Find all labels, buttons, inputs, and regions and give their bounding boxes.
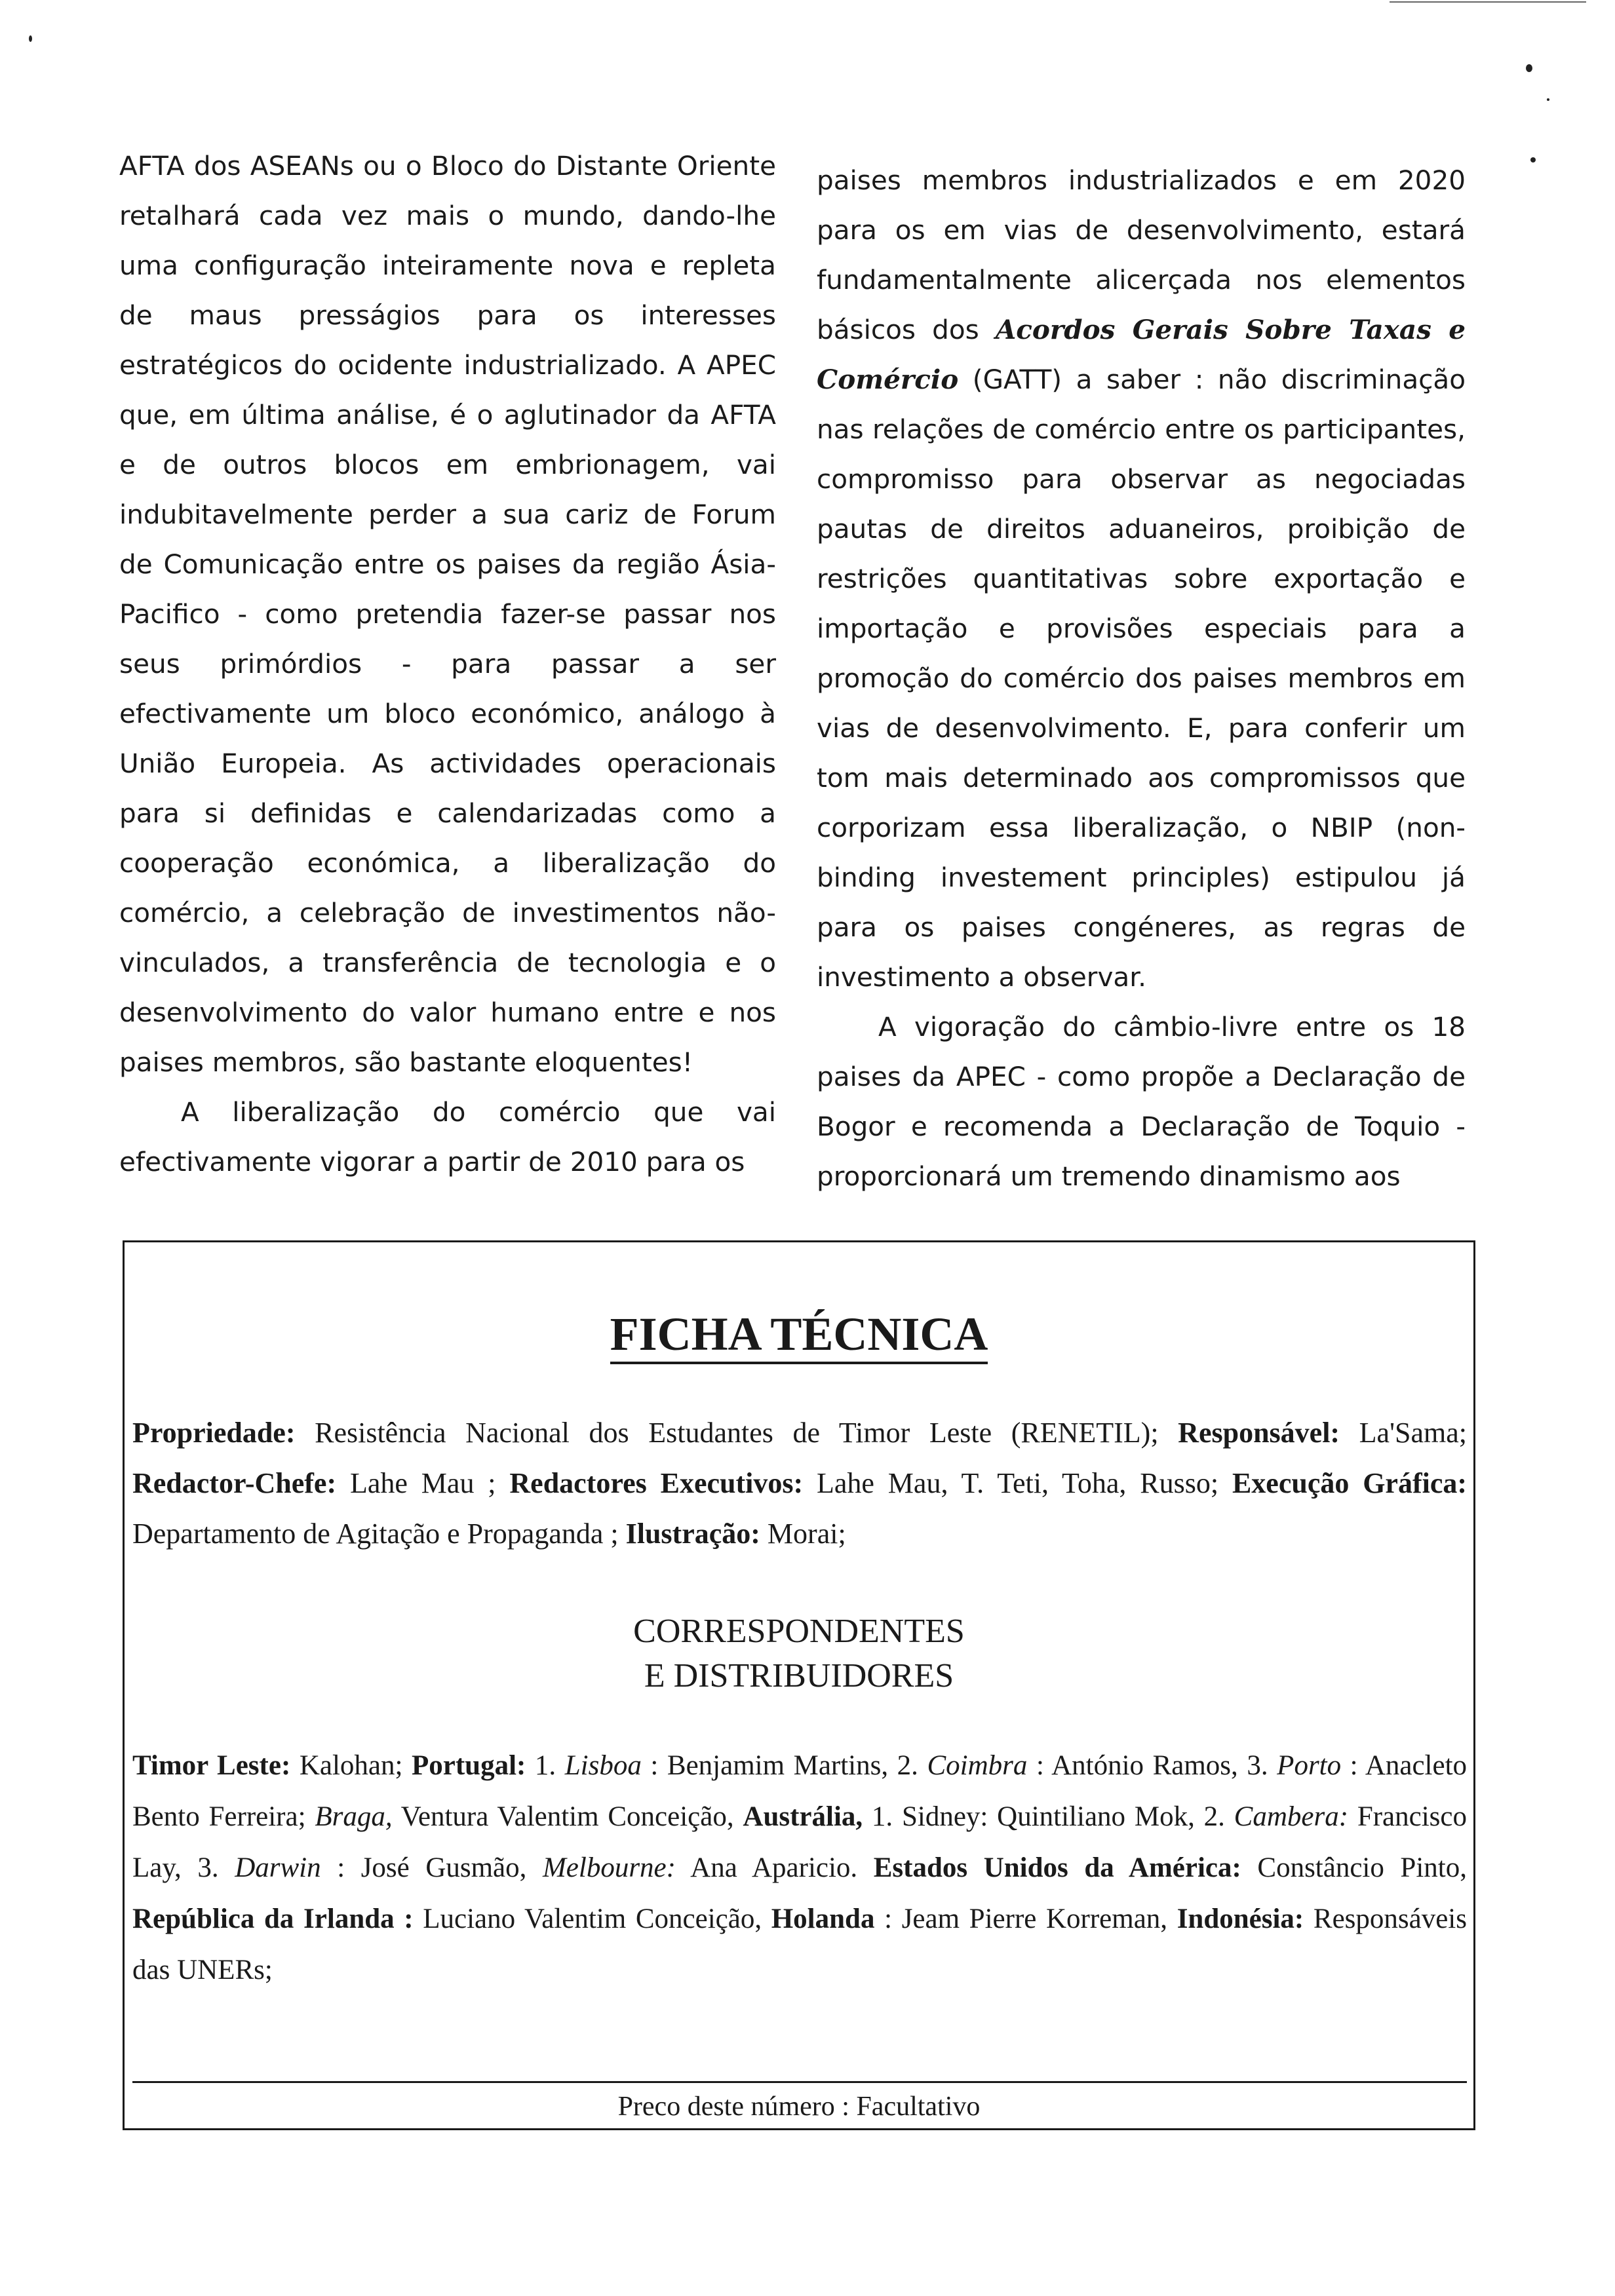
correspondent-text: : Anacleto Bento Ferreira; <box>132 1750 1468 1832</box>
article-text: (GATT) a saber : não discriminação nas relações de comércio entre os participantes, compromisso para observar as negociadas pautas de direitos aduaneiros, proibição de restrições quantitativas sobre exportação e importação e provisões especiais para a promoção do comércio dos paises membros em vias de desenvolvimento. E, para conferir um tom mais determinado aos compromissos que corporizam essa liberalização, o NBIP (non-binding investement principles) estipulou já para os paises congéneres, as regras de investimento a observar. <box>817 364 1466 993</box>
credit-label: Redactores Executivos: <box>509 1467 804 1499</box>
correspondent-text: Luciano Valentim Conceição, <box>413 1904 771 1934</box>
city-name: Lisboa <box>564 1750 642 1781</box>
correspondent-text: Constâncio Pinto, <box>1241 1852 1467 1883</box>
credit-value: Lahe Mau, T. Teti, Toha, Russo; <box>803 1467 1232 1499</box>
correspondent-text: Kalohan; <box>290 1750 412 1781</box>
credit-value: Departamento de Agitação e Propaganda ; <box>132 1518 626 1550</box>
country-label: Indonésia: <box>1177 1904 1304 1934</box>
correspondent-text: 1. Sidney: Quintiliano Mok, 2. <box>863 1801 1234 1832</box>
gatt-emphasis: Acordos Gerais Sobre Taxas e Comércio <box>817 314 1466 395</box>
article-paragraph: A vigoração do câmbio-livre entre os 18 paises da APEC - como propõe a Declaração de Bogor e recomenda a Declaração de Toquio - proporcionará um tremendo dinamismo aos <box>817 1011 1466 1192</box>
city-name: Cambera: <box>1234 1801 1349 1832</box>
correspondent-text: Responsáveis das UNERs; <box>132 1904 1467 1985</box>
correspondent-text: : José Gusmão, <box>321 1852 543 1883</box>
correspondent-text: : Jeam Pierre Korreman, <box>874 1904 1177 1934</box>
city-name: Coimbra <box>927 1750 1028 1781</box>
correspondents-heading <box>125 1609 1473 1698</box>
city-name: Braga, <box>315 1801 393 1832</box>
correspondent-text: Francisco Lay, 3. <box>132 1801 1467 1883</box>
city-name: Porto <box>1277 1750 1342 1781</box>
city-name: Darwin <box>235 1852 321 1883</box>
correspondents-list <box>132 1740 1467 1996</box>
scan-speck-mark <box>1530 157 1536 163</box>
country-label: República da Irlanda : <box>132 1904 414 1934</box>
article-text: paises membros industrializados e em 2020 para os em vias de desenvolvimento, estará fundamentalmente alicerçada nos elementos básicos dos <box>817 164 1466 345</box>
correspondent-text: : Benjamim Martins, 2. <box>641 1750 927 1781</box>
price-note: Preco deste número : Facultativo <box>617 2092 981 2122</box>
scan-edge-mark <box>1390 1 1586 3</box>
ficha-credits <box>132 1407 1467 1559</box>
divider <box>132 2081 1467 2083</box>
credit-value: Morai; <box>760 1518 846 1550</box>
article-paragraph <box>817 155 1466 1002</box>
article-paragraph: A liberalização do comércio que vai efectivamente vigorar a partir de 2010 para os <box>119 1096 776 1177</box>
correspondent-text: 1. <box>526 1750 565 1781</box>
country-label: Estados Unidos da América: <box>873 1852 1241 1883</box>
credit-label: Ilustração: <box>625 1518 760 1550</box>
city-name: Melbourne: <box>542 1852 676 1883</box>
article-paragraph: AFTA dos ASEANs ou o Bloco do Distante Oriente retalhará cada vez mais o mundo, dando-lhe uma configuração inteiramente nova e repleta de maus presságios para os interesses estratégicos do ocidente industrializado. A APEC que, em última análise, é o aglutinador da AFTA e de outros blocos em embrionagem, vai indubitavelmente perder a sua cariz de Forum de Comunicação entre os paises da região Ásia-Pacifico - como pretendia fazer-se passar nos seus primórdios - para passar a ser efectivamente um bloco económico, análogo à União Europeia. As actividades operacionais para si definidas e calendarizadas como a cooperação económica, a liberalização do comércio, a celebração de investimentos não-vinculados, a transferência de tecnologia e o desenvolvimento do valor humano entre e nos paises membros, são bastante eloquentes! <box>119 150 776 1078</box>
correspondents-heading-line: CORRESPONDENTES <box>633 1613 965 1650</box>
credit-label: Redactor-Chefe: <box>132 1467 337 1499</box>
country-label: Timor Leste: <box>132 1750 291 1781</box>
correspondent-text: Ventura Valentim Conceição, <box>392 1801 743 1832</box>
scan-speck-mark <box>29 35 32 42</box>
ficha-title: FICHA TÉCNICA <box>125 1308 1473 1360</box>
correspondent-text: : António Ramos, 3. <box>1027 1750 1277 1781</box>
credit-label: Propriedade: <box>132 1417 296 1449</box>
country-label: Austrália, <box>743 1801 863 1832</box>
credit-label: Responsável: <box>1178 1417 1340 1449</box>
country-label: Portugal: <box>412 1750 526 1781</box>
credit-value: La'Sama; <box>1340 1417 1467 1449</box>
correspondents-heading-line: E DISTRIBUIDORES <box>644 1657 954 1694</box>
article-left-column <box>119 141 776 1187</box>
country-label: Holanda <box>771 1904 875 1934</box>
credit-value: Lahe Mau ; <box>336 1467 510 1499</box>
article-right-column <box>817 155 1466 1201</box>
scan-speck-mark <box>1547 98 1549 101</box>
credit-value: Resistência Nacional dos Estudantes de Timor Leste (RENETIL); <box>295 1417 1178 1449</box>
credit-label: Execução Gráfica: <box>1232 1467 1468 1499</box>
correspondent-text: Ana Aparicio. <box>675 1852 874 1883</box>
scan-speck-mark <box>1526 64 1532 72</box>
ficha-tecnica-box <box>123 1240 1475 2130</box>
